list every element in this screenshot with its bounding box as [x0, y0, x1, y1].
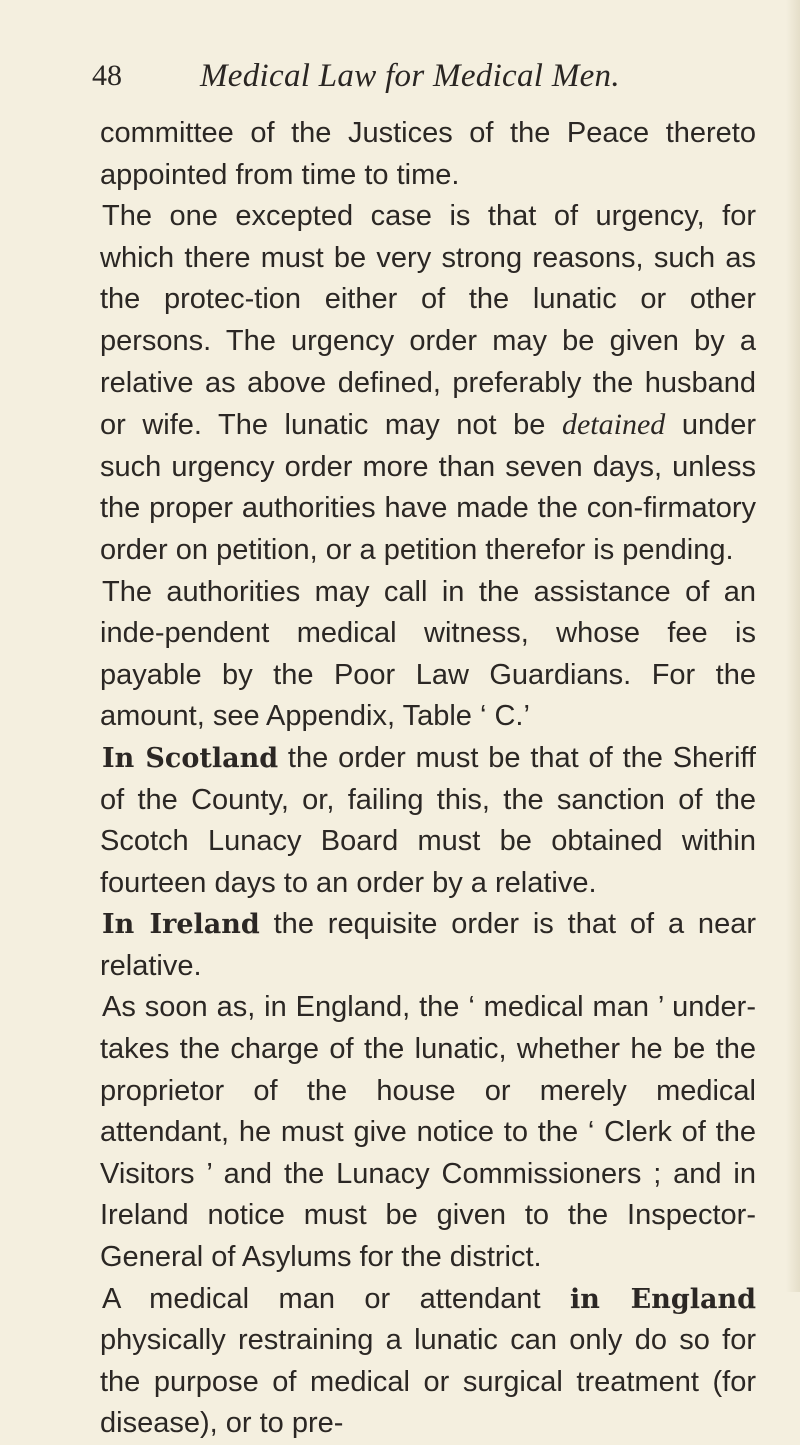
paragraph-7-text-a: A medical man or attendant: [102, 1282, 570, 1315]
body-text: [100, 113, 756, 1445]
paragraph-2-text-b: under such urgency order more than seven days, unless the proper authorities have made the con-firmatory order on petition, or a petition therefor is pending.: [100, 409, 756, 566]
paragraph-3: [100, 572, 756, 738]
paragraph-7-text-b: physically restraining a lunatic can only do so for the purpose of medical or surgical treatment (for disease), or to pre-: [100, 1324, 756, 1440]
bold-heading-ireland: In Ireland: [102, 909, 260, 941]
paragraph-2: [100, 196, 756, 571]
paragraph-2-text-a: The one excepted case is that of urgency, for which there must be very strong reasons, such as the protec-tion either of the lunatic or other persons. The urgency order may be given by a relative as above defined, preferably the husband or wife. The lunatic may not be: [100, 200, 756, 442]
paragraph-1: [100, 113, 756, 196]
bold-heading-scotland: In Scotland: [102, 742, 279, 774]
italic-word-detained: detained: [561, 408, 666, 442]
paragraph-4-text: the order must be that of the Sheriff of the County, or, failing this, the sanction of the Scotch Lunacy Board must be obtained within fourteen days to an order by a relative.: [100, 741, 756, 899]
paragraph-6-text: As soon as, in England, the ‘ medical man ’ under-takes the charge of the lunatic, whether he be the proprietor of the house or merely medical attendant, he must give notice to the ‘ Clerk of the Visitors ’ and the Lunacy Commissioners ; and in Ireland notice must be given to the Inspector-General of Asylums for the district.: [100, 991, 756, 1274]
paragraph-6: [100, 987, 756, 1278]
paragraph-5: [100, 904, 756, 987]
paragraph-5-text: the requisite order is that of a near relative.: [100, 908, 756, 982]
page-header: [92, 56, 732, 100]
paragraph-3-text: The authorities may call in the assistance of an inde-pendent medical witness, whose fee is payable by the Poor Law Guardians. For the amount, see Appendix, Table ‘ C.’: [100, 575, 756, 733]
running-title: Medical Law for Medical Men.: [200, 58, 620, 94]
page-edge-shadow: [786, 0, 800, 1292]
paragraph-4: [100, 738, 756, 904]
paragraph-1-text: committee of the Justices of the Peace thereto appointed from time to time.: [100, 117, 756, 191]
bold-phrase-in-england: in England: [569, 1283, 756, 1315]
paragraph-7: [100, 1279, 756, 1445]
page-number: 48: [92, 59, 122, 92]
